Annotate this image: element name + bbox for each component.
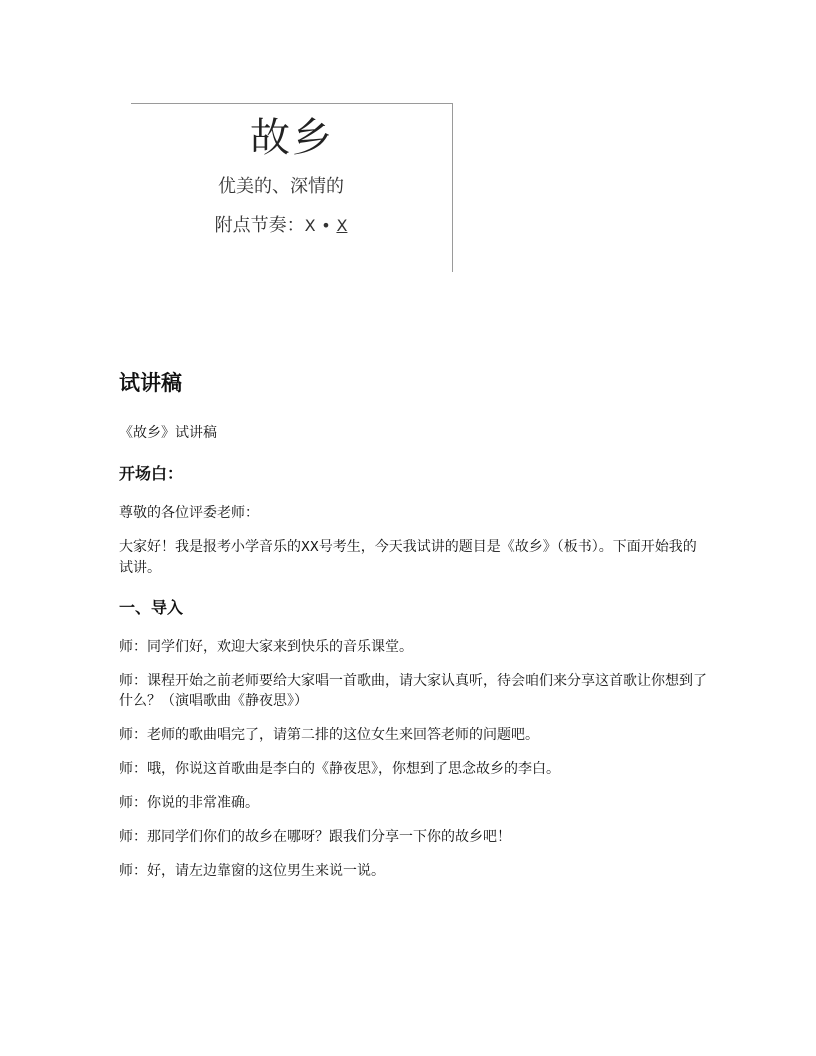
dialogue-line: 师：哦，你说这首歌曲是李白的《静夜思》，你想到了思念故乡的李白。 bbox=[119, 761, 560, 777]
dialogue-line: 师：同学们好，欢迎大家来到快乐的音乐课堂。 bbox=[119, 639, 413, 655]
section1-heading: 一、导入 bbox=[119, 598, 184, 617]
rhythm-note-2: X bbox=[336, 216, 348, 235]
dialogue-line: 师：老师的歌曲唱完了，请第二排的这位女生来回答老师的问题吧。 bbox=[119, 727, 539, 743]
document-heading: 试讲稿 bbox=[119, 371, 182, 395]
dialogue-line: 师：好，请左边靠窗的这位男生来说一说。 bbox=[119, 863, 385, 879]
dialogue-line: 师：那同学们你们的故乡在哪呀？跟我们分享一下你的故乡吧！ bbox=[119, 829, 511, 845]
rhythm-note-1: X bbox=[304, 216, 316, 235]
intro-paragraph bbox=[119, 537, 709, 578]
board-rhythm bbox=[131, 214, 431, 238]
board-mood: 优美的、深情的 bbox=[218, 176, 344, 197]
candidate-number: XX bbox=[301, 540, 319, 555]
blackboard-figure bbox=[131, 103, 453, 272]
document-body bbox=[119, 364, 709, 881]
intro-text-b: 号考生，今天我试讲的题目是《故乡》（板书）。下面开始我的试讲。 bbox=[119, 539, 697, 576]
document-subtitle: 《故乡》试讲稿 bbox=[119, 425, 217, 441]
dialogue-line: 师：你说的非常准确。 bbox=[119, 795, 259, 811]
rhythm-dot: • bbox=[321, 216, 331, 235]
board-title: 故乡 bbox=[250, 115, 334, 161]
rhythm-label: 附点节奏： bbox=[214, 215, 305, 236]
opening-heading: 开场白： bbox=[119, 464, 184, 483]
greeting-paragraph: 尊敬的各位评委老师： bbox=[119, 505, 259, 521]
intro-text-a: 大家好！我是报考小学音乐的 bbox=[119, 539, 301, 555]
dialogue-line: 师：课程开始之前老师要给大家唱一首歌曲，请大家认真听，待会咱们来分享这首歌让你想到了什么？（演唱歌曲《静夜思》） bbox=[119, 673, 707, 709]
